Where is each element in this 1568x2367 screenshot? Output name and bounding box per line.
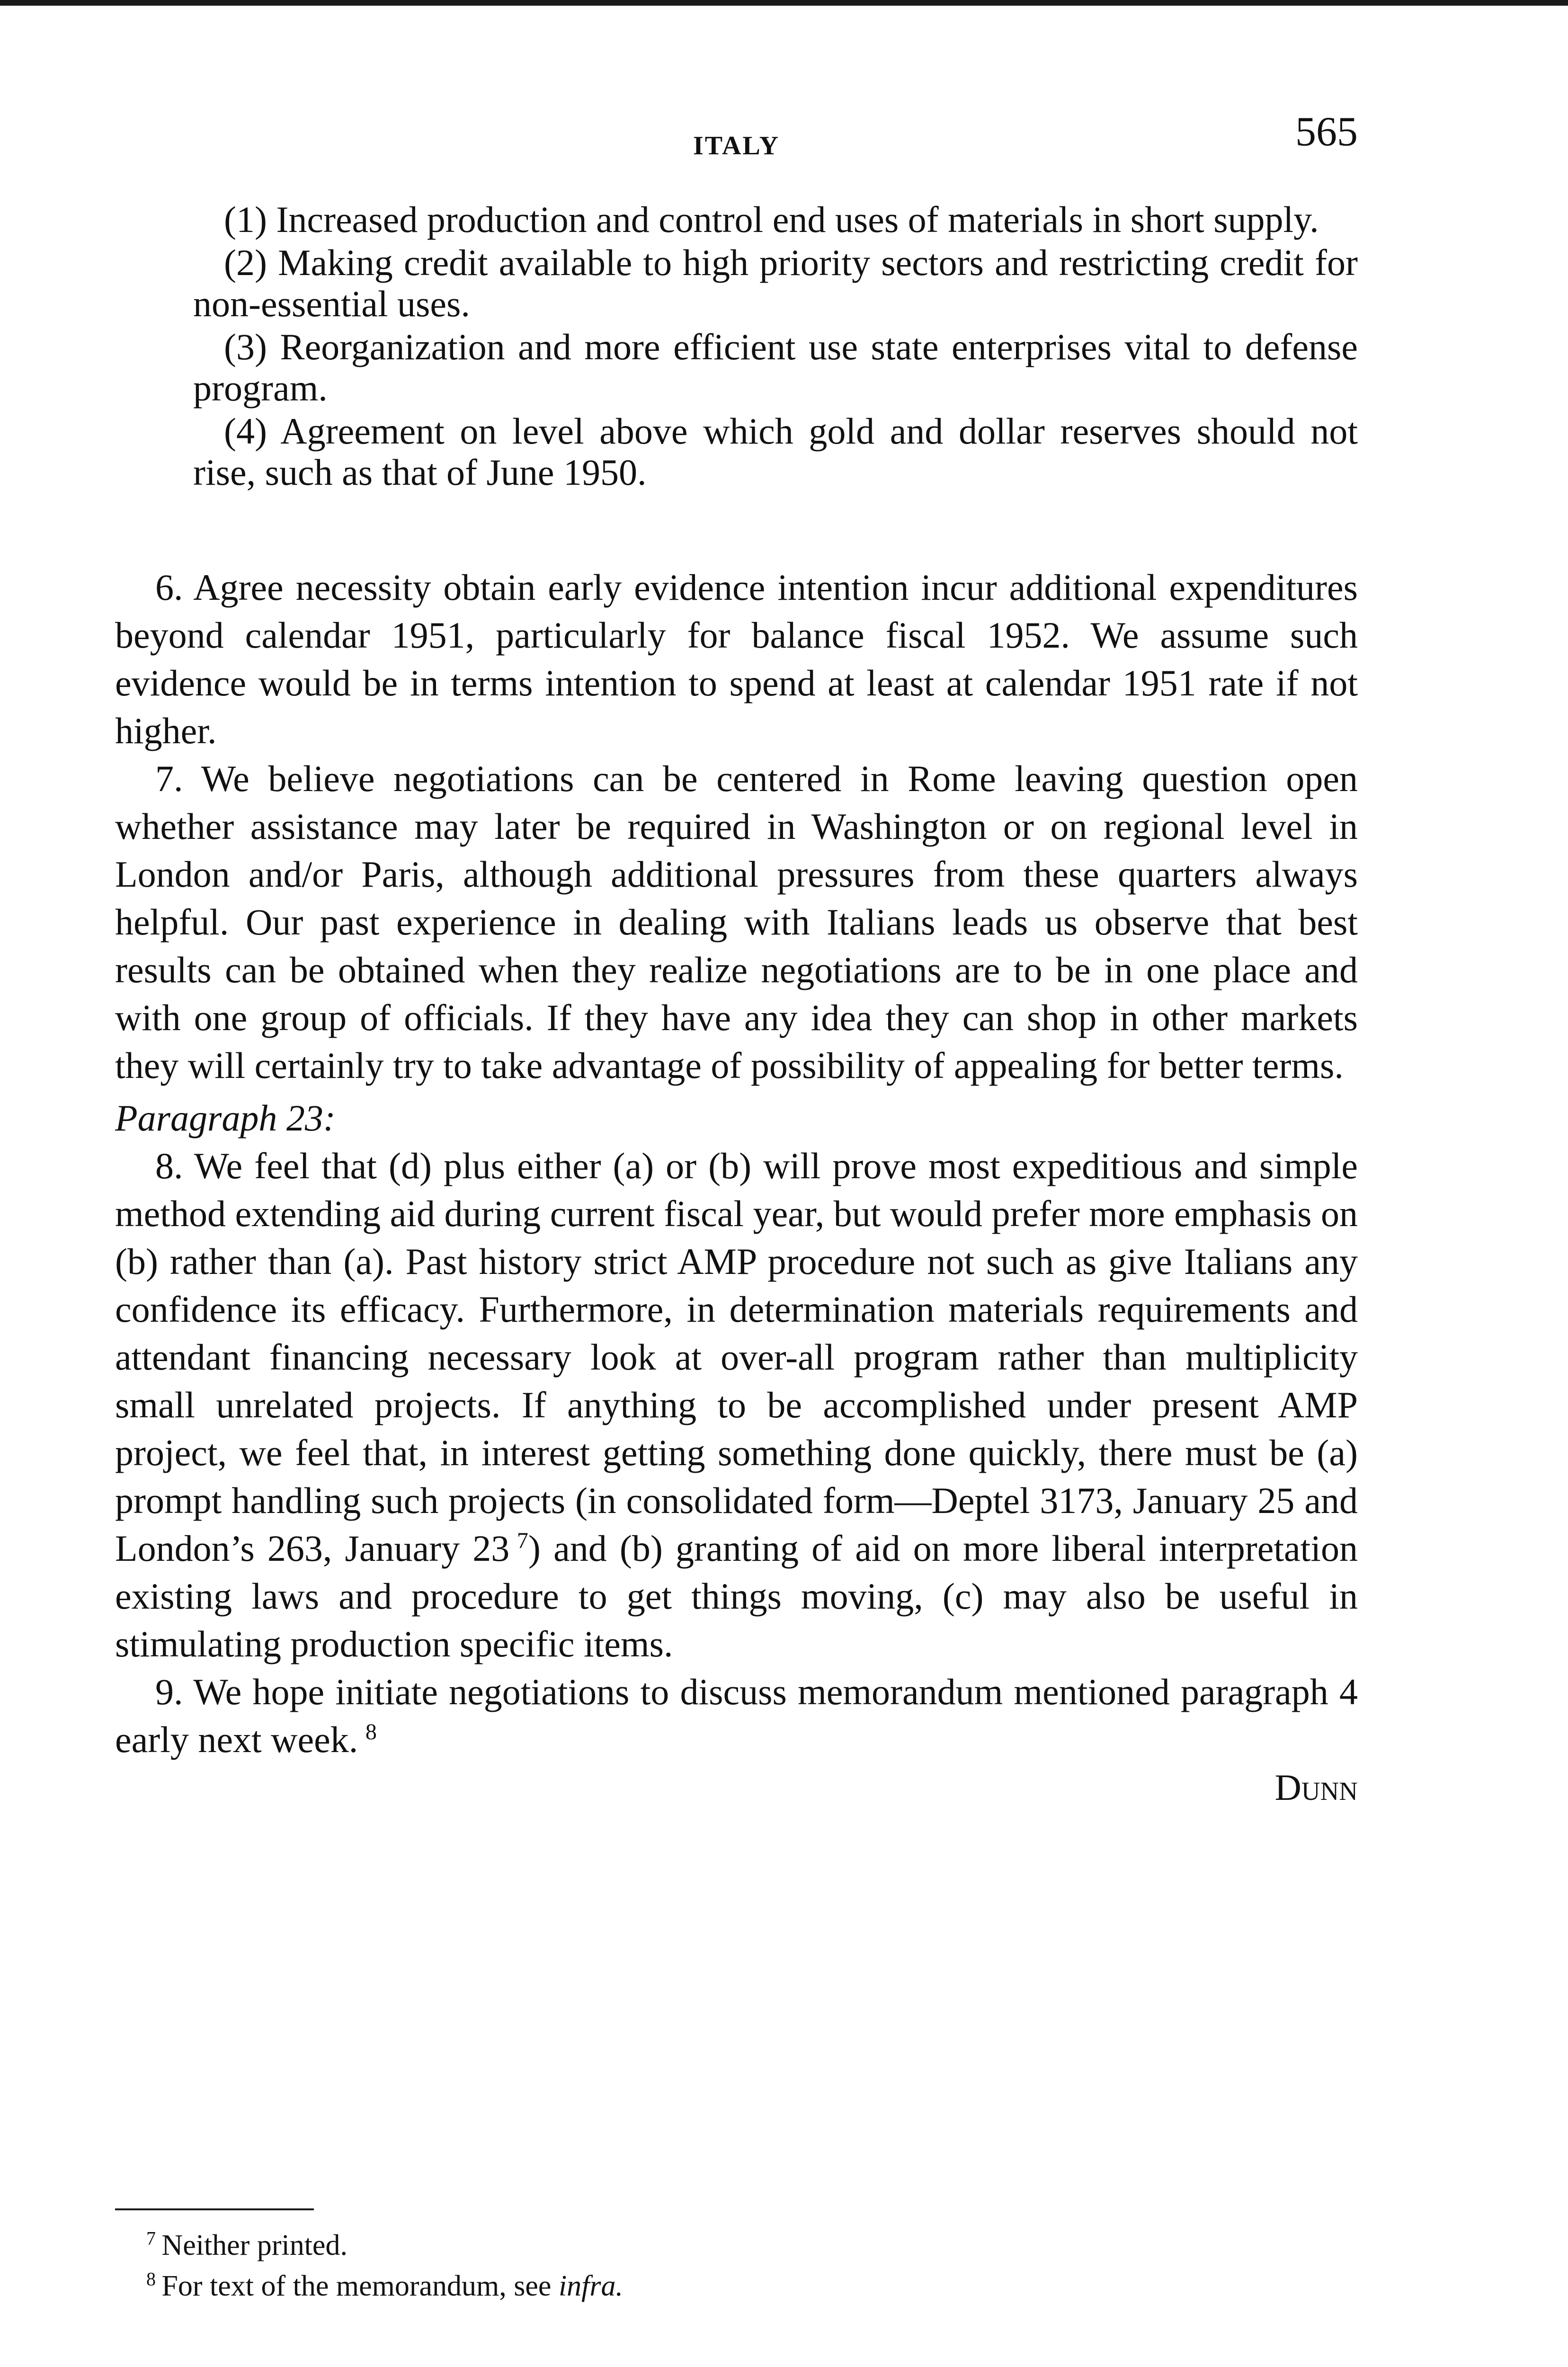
- section-heading: Paragraph 23:: [115, 1097, 336, 1139]
- list-item: (4) Agreement on level above which gold and dollar reserves should not rise, such as that of June 1950.: [193, 410, 1358, 493]
- running-title: ITALY: [693, 131, 780, 160]
- running-head: [115, 108, 1358, 169]
- list-item: (2) Making credit available to high priority sectors and restricting credit for non-essential uses.: [193, 242, 1358, 324]
- list-item: (3) Reorganization and more efficient use state enterprises vital to defense program.: [193, 326, 1358, 409]
- paragraph-9: [115, 1668, 1358, 1763]
- paragraph-6: 6. Agree necessity obtain early evidence intention incur additional expenditures beyond calendar 1951, particularly for balance fiscal 1952. We assume such evidence would be in terms intention to spend at least at calendar 1951 rate if not higher.: [115, 567, 1358, 751]
- footnote-8: [146, 2266, 1283, 2306]
- footnote-ref-8: 8: [365, 1719, 377, 1744]
- footnote-8-text: For text of the memorandum, see: [161, 2270, 552, 2302]
- footnote-7-text: Neither printed.: [161, 2229, 347, 2261]
- footnotes: [146, 2225, 1283, 2306]
- list-item: (1) Increased production and control end uses of materials in short supply.: [224, 199, 1319, 240]
- paragraph-7: 7. We believe negotiations can be centered in Rome leaving question open whether assistance may later be required in Washington or on regional level in London and/or Paris, although additional pressures from these quarters always helpful. Our past experience in dealing with Italians leads us observe that best results can be obtained when they realize negotiations are to be in one place and with one group of officials. If they have any idea they can shop in other markets they will certainly try to take advantage of possibility of appealing for better terms.: [115, 758, 1358, 1086]
- paragraph-9-text: 9. We hope initiate negotiations to discuss memorandum mentioned paragraph 4 early next week.: [115, 1671, 1358, 1760]
- footnote-ref-7: 7: [517, 1528, 528, 1553]
- paragraph-8-text-cont: ) and (b) granting of aid on more liberal interpretation existing laws and procedure to get things moving, (c) may also be useful in stimulating production specific items.: [115, 1528, 1358, 1664]
- body-paragraphs: [115, 563, 1358, 1811]
- footnote-divider: [115, 2208, 314, 2210]
- page-number: 565: [1295, 109, 1358, 155]
- paragraph-8-text: 8. We feel that (d) plus either (a) or (b) will prove most expeditious and simple method extending aid during current fiscal year, but would prefer more emphasis on (b) rather than (a). Past history strict AMP procedure not such as give Italians any confidence its efficacy. Furthermore, in determination materials requirements and attendant financing necessary look at over-all program rather than multiplicity small unrelated projects. If anything to be accomplished under present AMP project, we feel that, in interest getting something done quickly, there must be (a) prompt handling such projects (in consolidated form—Deptel 3173, January 25 and London’s 263, January 23: [115, 1145, 1358, 1569]
- signature: Dunn: [1274, 1767, 1358, 1808]
- footnote-7-mark: 7: [146, 2227, 156, 2249]
- paragraph-8: [115, 1142, 1358, 1668]
- footnote-8-mark: 8: [146, 2268, 156, 2290]
- footnote-7: [146, 2225, 1283, 2266]
- top-edge-rule: [0, 0, 1568, 6]
- numbered-list: [115, 199, 1358, 495]
- footnote-8-italic: infra.: [558, 2270, 624, 2302]
